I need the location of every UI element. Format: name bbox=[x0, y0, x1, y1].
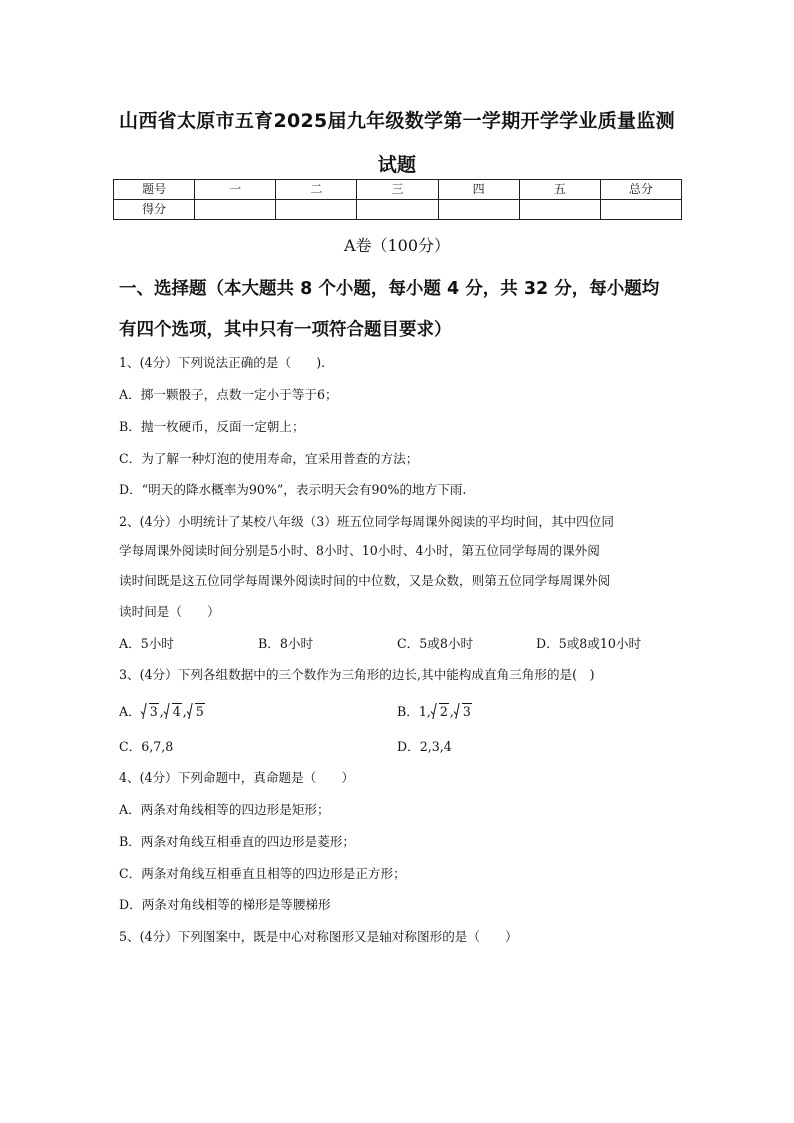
value: 1, bbox=[418, 704, 431, 719]
question-2-option-c: C．5或8小时 bbox=[397, 636, 474, 651]
radicand: 5 bbox=[195, 704, 204, 719]
question-2-line-4: 读时间是（ ） bbox=[119, 604, 220, 619]
question-1-option-b: B．抛一枚硬币，反面一定朝上； bbox=[119, 419, 305, 434]
score-header-cell: 一 bbox=[195, 180, 276, 200]
radicand: 3 bbox=[462, 704, 471, 719]
question-4-stem: 4、(4分）下列命题中，真命题是（ ） bbox=[119, 770, 355, 785]
score-header-cell: 题号 bbox=[114, 180, 195, 200]
question-5-stem: 5、(4分）下列图案中，既是中心对称图形又是轴对称图形的是（ ） bbox=[119, 929, 518, 944]
exam-title: 山西省太原市五育2025届九年级数学第一学期开学学业质量监测 bbox=[119, 110, 675, 132]
score-row-label: 得分 bbox=[114, 200, 195, 220]
question-2-option-b: B．8小时 bbox=[258, 636, 314, 651]
question-4-option-d: D．两条对角线相等的梯形是等腰梯形 bbox=[119, 897, 331, 912]
option-label: A． bbox=[119, 704, 141, 719]
score-table-score-row bbox=[114, 200, 682, 220]
question-4-option-b: B．两条对角线互相垂直的四边形是菱形； bbox=[119, 834, 355, 849]
score-header-cell: 五 bbox=[519, 180, 600, 200]
radicand: 4 bbox=[172, 704, 181, 719]
sqrt-symbol bbox=[187, 704, 205, 720]
comma: , bbox=[159, 704, 164, 719]
question-2-line-1: 2、(4分）小明统计了某校八年级（3）班五位同学每周课外阅读的平均时间，其中四位同 bbox=[119, 514, 614, 529]
question-1-option-c: C．为了解一种灯泡的使用寿命，宜采用普查的方法； bbox=[119, 451, 419, 466]
score-header-cell: 二 bbox=[276, 180, 357, 200]
score-cell bbox=[357, 200, 438, 220]
score-table-header-row bbox=[114, 180, 682, 200]
question-1-option-a: A．掷一颗骰子，点数一定小于等于6； bbox=[119, 387, 338, 402]
score-header-cell: 总分 bbox=[600, 180, 681, 200]
question-4-option-c: C．两条对角线互相垂直且相等的四边形是正方形； bbox=[119, 866, 406, 881]
section-heading-continued: 有四个选项，其中只有一项符合题目要求） bbox=[119, 320, 452, 340]
question-3-option-a bbox=[119, 704, 206, 720]
question-3-stem: 3、(4分）下列各组数据中的三个数作为三角形的边长,其中能构成直角三角形的是( ) bbox=[119, 667, 595, 682]
question-2-line-2: 学每周课外阅读时间分别是5小时、8小时、10小时、4小时，第五位同学每周的课外阅 bbox=[119, 543, 600, 558]
score-cell bbox=[438, 200, 519, 220]
sqrt-symbol bbox=[431, 704, 449, 720]
section-a-title: A卷（100分） bbox=[343, 236, 451, 255]
question-3-option-d: D．2,3,4 bbox=[397, 739, 452, 754]
sqrt-symbol bbox=[164, 704, 182, 720]
sqrt-symbol bbox=[141, 704, 159, 720]
comma: , bbox=[182, 704, 187, 719]
radicand: 3 bbox=[149, 704, 158, 719]
comma: , bbox=[449, 704, 454, 719]
radicand: 2 bbox=[439, 704, 448, 719]
section-heading: 一、选择题（本大题共 8 个小题，每小题 4 分，共 32 分，每小题均 bbox=[119, 279, 660, 299]
option-label: B． bbox=[397, 704, 419, 719]
score-cell bbox=[276, 200, 357, 220]
question-2-option-d: D．5或8或10小时 bbox=[536, 636, 642, 651]
question-3-option-b bbox=[397, 704, 473, 720]
score-cell bbox=[519, 200, 600, 220]
score-header-cell: 三 bbox=[357, 180, 438, 200]
score-cell bbox=[600, 200, 681, 220]
question-1-option-d: D．“明天的降水概率为90%”，表示明天会有90%的地方下雨. bbox=[119, 482, 467, 497]
question-2-option-a: A．5小时 bbox=[119, 636, 174, 651]
question-4-option-a: A．两条对角线相等的四边形是矩形； bbox=[119, 802, 330, 817]
score-cell bbox=[195, 200, 276, 220]
score-table bbox=[113, 179, 682, 220]
question-2-line-3: 读时间既是这五位同学每周课外阅读时间的中位数，又是众数，则第五位同学每周课外阅 bbox=[119, 573, 611, 588]
question-3-option-c: C．6,7,8 bbox=[119, 739, 174, 754]
question-1-stem: 1、(4分）下列说法正确的是（ ). bbox=[119, 355, 326, 370]
exam-title-continued: 试题 bbox=[377, 154, 417, 176]
sqrt-symbol bbox=[454, 704, 472, 720]
score-header-cell: 四 bbox=[438, 180, 519, 200]
